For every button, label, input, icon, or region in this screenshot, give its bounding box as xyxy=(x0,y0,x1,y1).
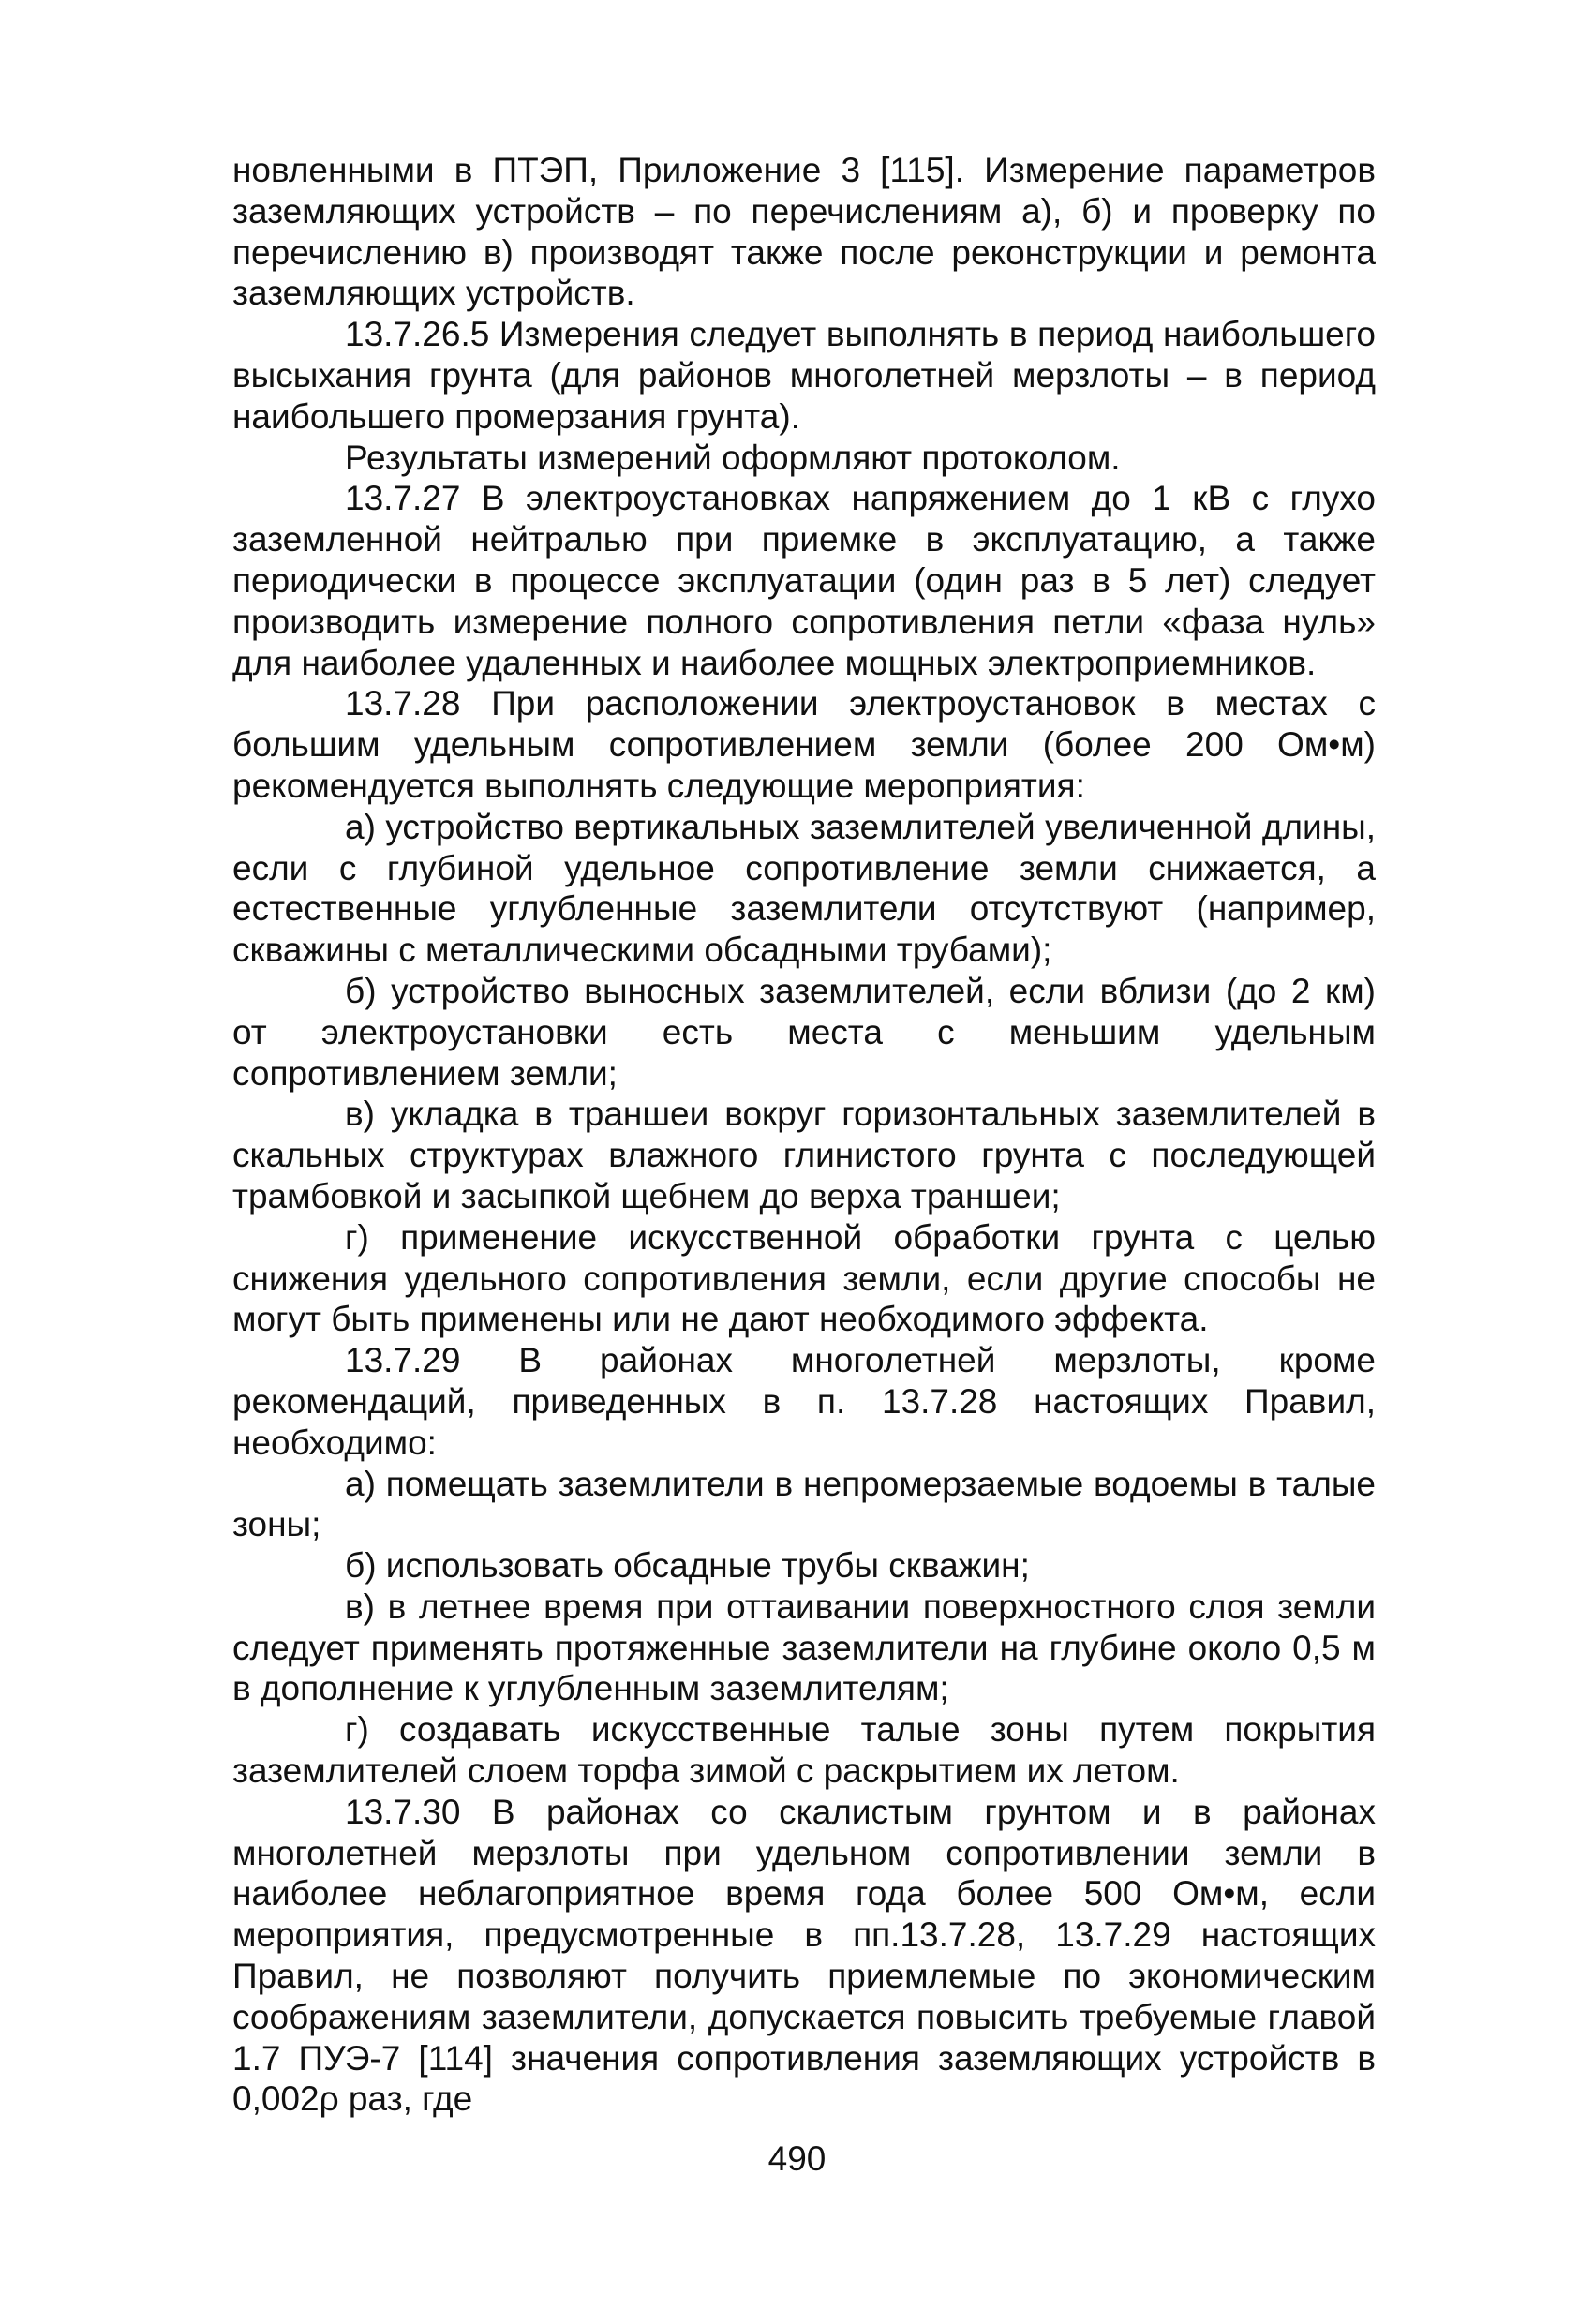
paragraph-continuation: новленными в ПТЭП, Приложение 3 [115]. Измерение параметров заземляющих устройств – по перечислениям а), б) и проверку по перечислению в) производят также после реконструкции и ремонта заземляющих устройств. xyxy=(232,151,1376,313)
paragraph-13-7-26-5: 13.7.26.5 Измерения следует выполнять в период наибольшего высыхания грунта (для районов многолетней мерзлоты – в период наибольшего промерзания грунта). xyxy=(232,315,1376,436)
paragraph-13-7-28: 13.7.28 При расположении электроустановок в местах с большим удельным сопротивлением земли (более 200 Ом•м) рекомендуется выполнять следующие мероприятия: xyxy=(232,684,1376,805)
list-item-g: г) применение искусственной обработки грунта с целью снижения удельного сопротивления земли, если другие способы не могут быть применены или не дают необходимого эффекта. xyxy=(232,1217,1376,1339)
list-item-a-2: а) помещать заземлители в непромерзаемые водоемы в талые зоны; xyxy=(232,1464,1376,1544)
page-number: 490 xyxy=(767,2139,827,2178)
list-item-a: а) устройство вертикальных заземлителей увеличенной длины, если с глубиной удельное сопротивление земли снижается, а естественные углубленные заземлители отсутствуют (например, скважины с металлическими обсадными трубами); xyxy=(232,807,1376,970)
list-item-g-2: г) создавать искусственные талые зоны путем покрытия заземлителей слоем торфа зимой с раскрытием их летом. xyxy=(232,1710,1376,1791)
paragraph-results: Результаты измерений оформляют протоколом. xyxy=(345,438,1121,477)
paragraph-13-7-27: 13.7.27 В электроустановках напряжением до 1 кВ с глухо заземленной нейтралью при приемке в эксплуатацию, а также периодически в процессе эксплуатации (один раз в 5 лет) следует производить измерение полного сопротивления петли «фаза нуль» для наиболее удаленных и наиболее мощных электроприемников. xyxy=(232,479,1376,682)
paragraph-13-7-30: 13.7.30 В районах со скалистым грунтом и в районах многолетней мерзлоты при удельном сопротивлении земли в наиболее неблагоприятное время года более 500 Ом•м, если мероприятия, предусмотренные в пп.13.7.28, 13.7.29 настоящих Правил, не позволяют получить приемлемые по экономическим соображениям заземлители, допускается повысить требуемые главой 1.7 ПУЭ-7 [114] значения сопротивления заземляющих устройств в 0,002ρ раз, где xyxy=(232,1792,1376,2119)
list-item-v: в) укладка в траншеи вокруг горизонтальных заземлителей в скальных структурах влажного глинистого грунта с последующей трамбовкой и засыпкой щебнем до верха траншеи; xyxy=(232,1095,1376,1215)
paragraph-13-7-29: 13.7.29 В районах многолетней мерзлоты, кроме рекомендаций, приведенных в п. 13.7.28 настоящих Правил, необходимо: xyxy=(232,1341,1376,1462)
list-item-b-2: б) использовать обсадные трубы скважин; xyxy=(345,1546,1030,1586)
list-item-b: б) устройство выносных заземлителей, если вблизи (до 2 км) от электроустановки есть места с меньшим удельным сопротивлением земли; xyxy=(232,971,1376,1093)
list-item-v-2: в) в летнее время при оттаивании поверхностного слоя земли следует применять протяженные заземлители на глубине около 0,5 м в дополнение к углубленным заземлителям; xyxy=(232,1587,1376,1708)
page-body xyxy=(232,150,1376,2120)
